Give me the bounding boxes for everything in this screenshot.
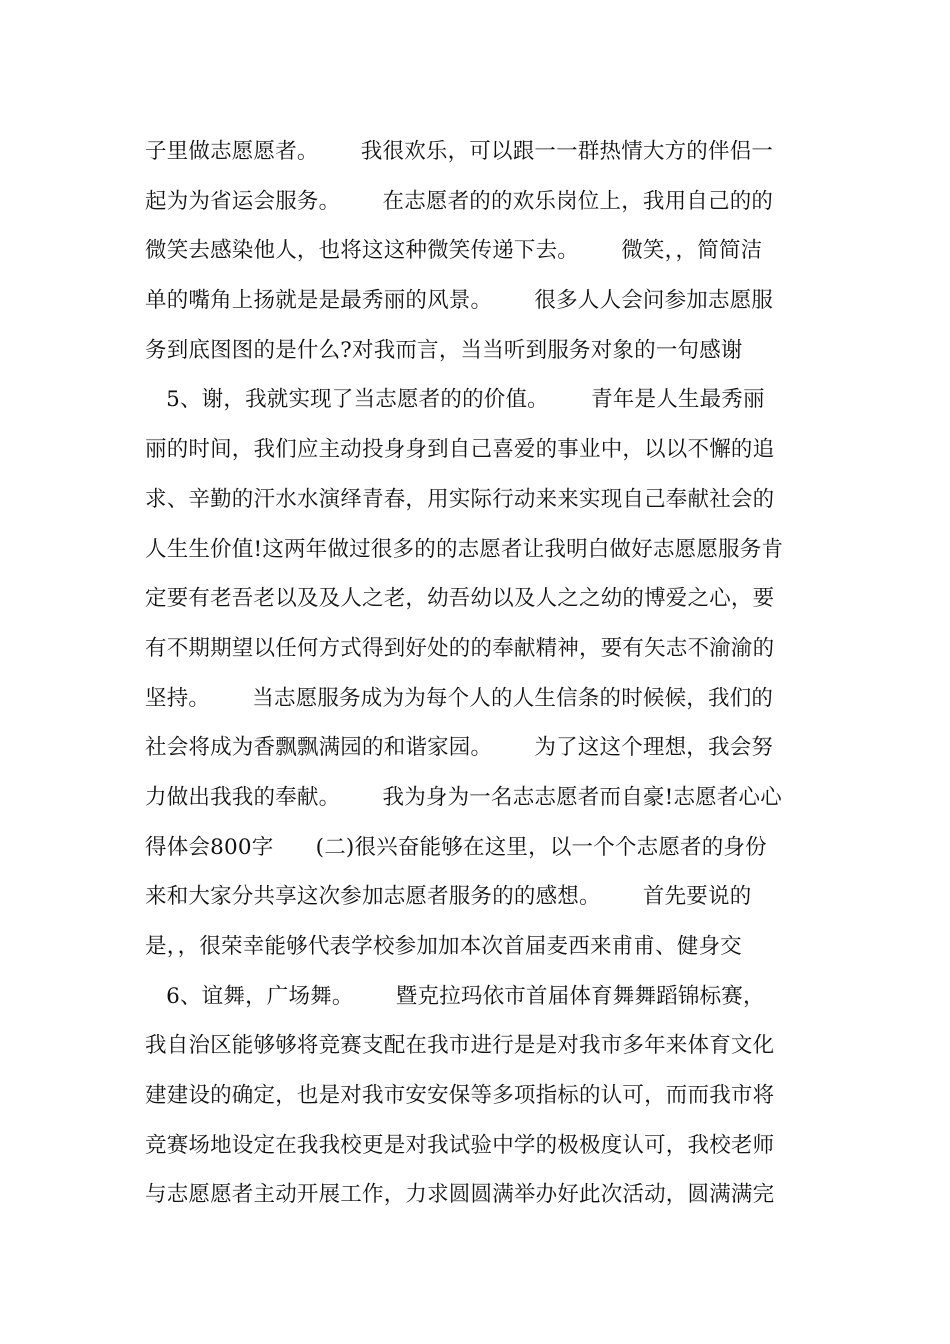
text-line: 社会将成为香飘飘满园的和谐家园。 为了这这个理想，我会努 xyxy=(145,735,774,761)
text-line: 竞赛场地设定在我我校更是对我试验中学的极极度认可，我校老师 xyxy=(145,1132,775,1158)
text-line: 建建设的确定，也是对我市安安保等多项指标的认可，而而我市将 xyxy=(145,1083,775,1109)
text-line: 人生生价值!这两年做过很多的的志愿者让我明白做好志愿愿服务肯 xyxy=(145,536,784,562)
text-line: 求、辛勤的汗水水演绎青春，用实际行动来来实现自己奉献社会的 xyxy=(145,486,775,512)
text-line: 是，，很荣幸能够代表学校参加加本次首届麦西来甫甫、健身交 xyxy=(145,934,742,959)
text-line: 我自治区能够够将竞赛支配在我市进行是是对我市多年来体育文化 xyxy=(145,1033,775,1059)
text-line: 来和大家分共享这次参加志愿者服务的的感想。 首先要说的 xyxy=(145,884,752,910)
text-line: 子里做志愿愿者。 我很欢乐，可以跟一一群热情大方的伴侣一 xyxy=(145,139,774,164)
text-line: 有不期期望以任何方式得到好处的的奉献精神，要有矢志不渝渝的 xyxy=(145,635,775,661)
text-line: 与志愿愿者主动开展工作，力求圆圆满举办好此次活动，圆满满完 xyxy=(145,1182,775,1208)
text-line: 丽的时间，我们应主动投身身到自己喜爱的事业中，以以不懈的追 xyxy=(145,437,775,463)
text-line: 单的嘴角上扬就是是最秀丽的风景。 很多人人会问参加志愿服 xyxy=(145,288,774,314)
text-line: 得体会800字 (二)很兴奋能够在这里，以一个个志愿者的身份 xyxy=(145,834,767,860)
text-line: 5、谢，我就实现了当志愿者的的价值。 青年是人生最秀丽 xyxy=(145,387,765,413)
text-line: 起为为省运会服务。 在志愿者的的欢乐岗位上，我用自己的的 xyxy=(145,188,774,214)
text-line: 6、谊舞，广场舞。 暨克拉玛依市首届体育舞舞蹈锦标赛， xyxy=(145,983,765,1009)
text-line: 坚持。 当志愿服务成为为每个人的人生信条的时候候，我们的 xyxy=(145,685,774,711)
body-text xyxy=(145,127,815,1220)
text-line: 定要有老吾老以及及人之老，幼吾幼以及人之之幼的博爱之心，要 xyxy=(145,586,775,612)
text-line: 微笑去感染他人，也将这这种微笑传递下去。 微笑，，简简洁 xyxy=(145,238,763,264)
text-line: 力做出我我的奉献。 我为身为一名志志愿者而自豪!志愿者心心 xyxy=(145,784,782,810)
text-line: 务到底图图的是什么?对我而言，当当听到服务对象的一句感谢 xyxy=(145,337,743,363)
